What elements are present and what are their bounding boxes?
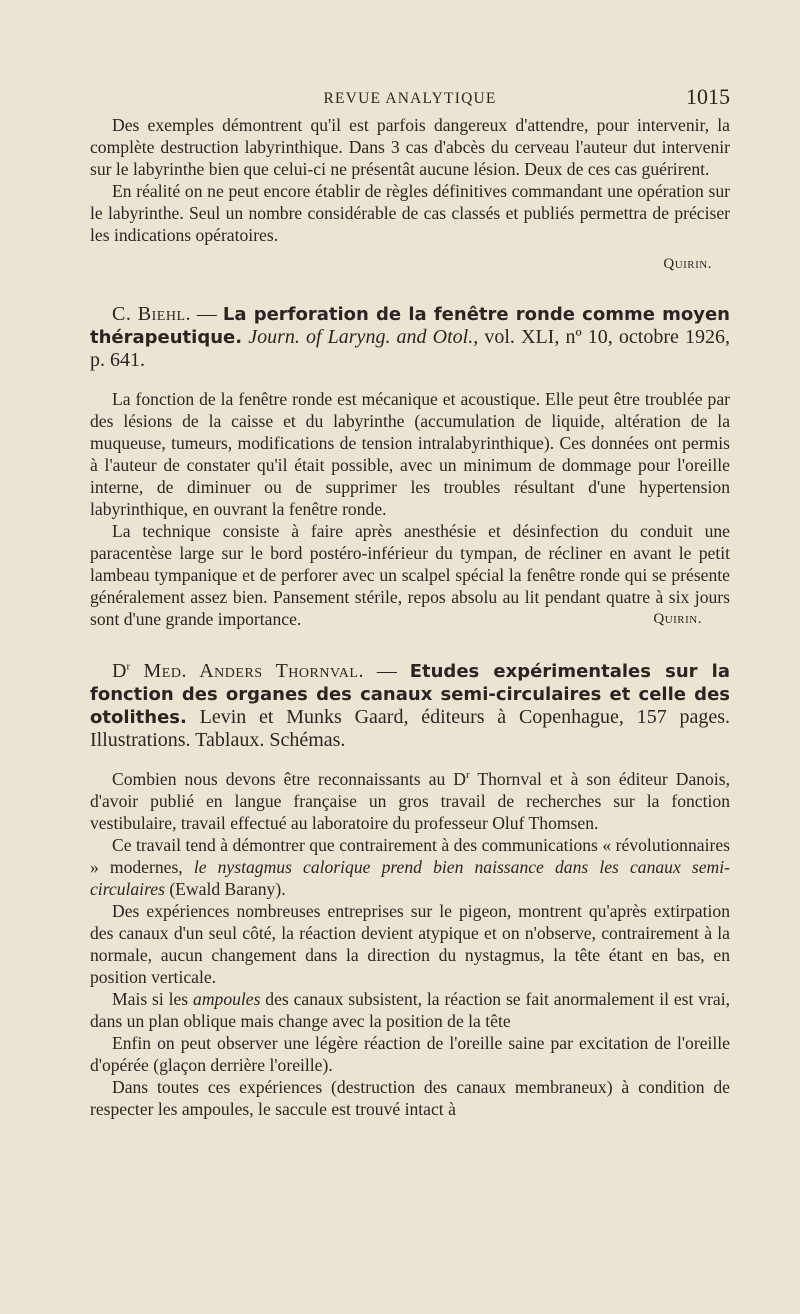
page: [90, 84, 730, 1120]
paragraph: La technique consiste à faire après anesthésie et désinfection du conduit une paracentèse large sur le bord postéro-inférieur du tympan, de récliner en avant le petit lambeau tympanique et de perforer avec un scalpel spécial la fenêtre ronde qui se présente généralement assez bien. Pansement stérile, repos absolu au lit pendant quatre à six jours sont d'une grande importance. Quirin.: [90, 521, 730, 629]
review-thornval: [90, 660, 730, 1120]
review-heading: C. Biehl. — La perforation de la fenêtre ronde comme moyen thérapeutique. Journ. of Laryng. and Otol., vol. XLI, nº 10, octobre 1926, p. 641.: [90, 303, 730, 371]
page-number: 1015: [686, 84, 730, 109]
paragraph: Dans toutes ces expériences (destruction des canaux membraneux) à condition de respecter les ampoules, le saccule est trouvé intact à: [90, 1077, 730, 1119]
paragraph: Combien nous devons être reconnaissants au $D^r$ Thornval et à son éditeur Danois, d'avoir publié en langue française un gros travail de recherches sur la fonction vestibulaire, travail effectué au laboratoire du professeur Oluf Thomsen.: [90, 769, 730, 833]
review-heading: $D^r$ Med. Anders Thornval. — Etudes expérimentales sur la fonction des organes des canaux semi-circulaires et celle des otolithes. Levin et Munks Gaard, éditeurs à Copenhague, 157 pages. Illustrations. Tablaux. Schémas.: [90, 660, 730, 751]
author-name: Med. Anders Thornval.: [130, 660, 364, 682]
author-name: C. Biehl.: [112, 303, 191, 325]
review-biehl: [90, 303, 730, 630]
paragraph: Enfin on peut observer une légère réaction de l'oreille saine par excitation de l'oreille d'opérée (glaçon derrière l'oreille).: [90, 1033, 730, 1075]
running-header: [90, 84, 730, 114]
journal-name: Journ. of Laryng. and Otol.,: [248, 326, 479, 348]
paragraph: Des expériences nombreuses entreprises sur le pigeon, montrent qu'après extirpation des canaux d'un seul côté, la réaction devient atypique et on n'observe, contrairement à la normale, aucun changement dans la direction du nystagmus, la tête étant en bas, en position verticale.: [90, 901, 730, 987]
paragraph: Des exemples démontrent qu'il est parfois dangereux d'attendre, pour intervenir, la complète destruction labyrinthique. Dans 3 cas d'abcès du cerveau l'auteur dut intervenir sur le labyrinthe bien que celui-ci ne présentât aucune lésion. Deux de ces cas guérirent.: [90, 115, 730, 179]
paragraph: Mais si les ampoules des canaux subsistent, la réaction se fait anormalement il est vrai, dans un plan oblique mais change avec la position de la tête: [90, 989, 730, 1031]
reviewer-signature: Quirin.: [663, 256, 712, 272]
article-title: La perforation de la fenêtre ronde comme moyen thérapeutique.: [90, 304, 730, 348]
citation: vol. XLI, nº 10, octobre 1926, p. 641.: [90, 326, 730, 371]
book-title: Etudes expérimentales sur la fonction des organes des canaux semi-circulaires et celle des otolithes.: [90, 661, 730, 728]
review-quirin-continued: [90, 114, 730, 273]
paragraph: Ce travail tend à démontrer que contrairement à des communications « révolutionnaires » modernes, le nystagmus calorique prend bien naissance dans les canaux semi-circulaires (Ewald Barany).: [90, 835, 730, 899]
paragraph: La fonction de la fenêtre ronde est mécanique et acoustique. Elle peut être troublée par des lésions de la caisse et du labyrinthe (accumulation de liquide, altération de la muqueuse, tumeurs, modifications de tension intralabyrinthique). Ces données ont permis à l'auteur de constater qu'il était possible, avec un minimum de dommage pour l'oreille interne, de diminuer ou de supprimer les troubles résultant d'une hypertension labyrinthique, en ouvrant la fenêtre ronde.: [90, 389, 730, 519]
reviewer-signature: Quirin.: [653, 611, 702, 627]
publisher-info: Levin et Munks Gaard, éditeurs à Copenhague, 157 pages. Illustrations. Tablaux. Schémas.: [90, 706, 730, 751]
paragraph: En réalité on ne peut encore établir de règles définitives commandant une opération sur le labyrinthe. Seul un nombre considérable de cas classés et publiés permettra de préciser les indications opératoires.: [90, 181, 730, 245]
journal-title: REVUE ANALYTIQUE: [323, 90, 497, 107]
